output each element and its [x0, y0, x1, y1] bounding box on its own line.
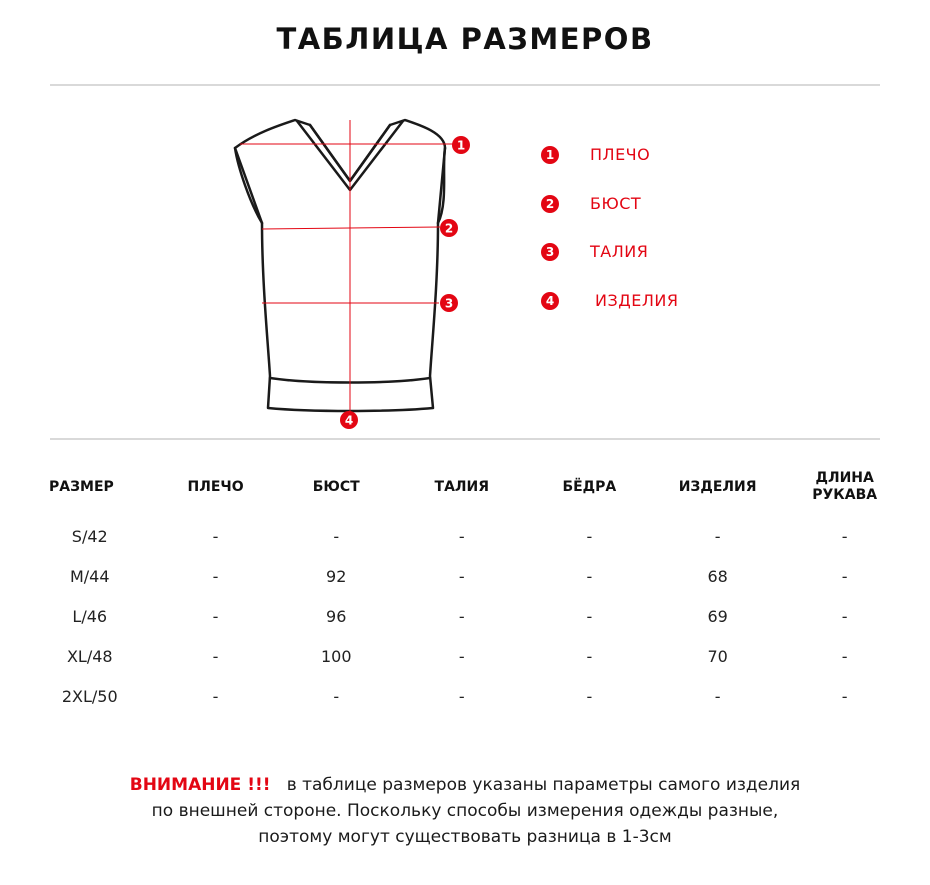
svg-text:1: 1 — [456, 138, 466, 153]
table-row — [40, 556, 890, 596]
cell: 100 — [320, 646, 352, 666]
cell: - — [714, 686, 721, 706]
vest-diagram — [220, 108, 480, 433]
cell: - — [458, 646, 465, 666]
header-shoulder: ПЛЕЧО — [187, 478, 244, 495]
header-bust: БЮСТ — [312, 478, 360, 495]
header-size: РАЗМЕР — [49, 478, 114, 495]
cell: - — [458, 606, 465, 626]
legend-item-bust — [541, 193, 741, 215]
cell: - — [586, 646, 593, 666]
vest-body — [235, 120, 445, 411]
warning-label: ВНИМАНИЕ !!! — [129, 775, 271, 795]
legend-item-shoulder — [541, 144, 741, 166]
cell: - — [586, 566, 593, 586]
notice-text: в таблице размеров указаны параметры самого изделия — [286, 775, 801, 795]
cell-size: 2XL/50 — [61, 686, 118, 706]
svg-text:3: 3 — [444, 296, 454, 311]
cell-size: L/46 — [72, 606, 108, 626]
cell: - — [586, 606, 593, 626]
marker-bust — [440, 219, 458, 237]
cell: - — [333, 526, 340, 546]
cell-size: S/42 — [71, 526, 108, 546]
marker-waist — [440, 294, 458, 312]
legend-label: БЮСТ — [590, 194, 642, 213]
measure-markers — [340, 136, 470, 429]
cell: 68 — [707, 566, 728, 586]
cell: 69 — [707, 606, 728, 626]
cell: - — [841, 526, 848, 546]
legend-number-badge: 2 — [541, 195, 559, 213]
cell: - — [714, 526, 721, 546]
header-length: ИЗДЕЛИЯ — [678, 478, 757, 495]
marker-shoulder — [452, 136, 470, 154]
vest-outline — [235, 120, 445, 411]
header-hips: БЁДРА — [562, 478, 617, 495]
header-sleeve-length: ДЛИНА РУКАВА — [812, 470, 878, 503]
cell: - — [586, 686, 593, 706]
middle-divider — [50, 438, 880, 440]
cell: - — [212, 686, 219, 706]
legend-label: ТАЛИЯ — [590, 242, 649, 261]
cell: - — [841, 686, 848, 706]
cell: 70 — [707, 646, 728, 666]
cell: - — [333, 686, 340, 706]
cell: - — [212, 646, 219, 666]
cell-size: XL/48 — [66, 646, 113, 666]
svg-text:4: 4 — [344, 413, 354, 428]
table-row — [40, 676, 890, 716]
legend-label: ИЗДЕЛИЯ — [595, 291, 679, 310]
notice-line-3: поэтому могут существовать разница в 1-3см — [258, 827, 672, 847]
table-row — [40, 516, 890, 556]
page-title: ТАБЛИЦА РАЗМЕРОВ — [276, 22, 654, 56]
cell: - — [458, 566, 465, 586]
cell: - — [841, 606, 848, 626]
cell: - — [458, 686, 465, 706]
header-waist: ТАЛИЯ — [434, 478, 490, 495]
notice-line-1 — [0, 772, 930, 798]
cell: - — [841, 646, 848, 666]
cell: - — [841, 566, 848, 586]
table-row — [40, 596, 890, 636]
table-header-row — [40, 458, 890, 516]
cell: - — [212, 526, 219, 546]
table-row — [40, 636, 890, 676]
size-notice — [0, 772, 930, 850]
size-table — [40, 458, 890, 716]
cell: 96 — [326, 606, 347, 626]
cell: - — [212, 566, 219, 586]
measure-line-bust — [262, 227, 440, 229]
notice-line-2: по внешней стороне. Поскольку способы измерения одежды разные, — [151, 801, 779, 821]
legend-number-badge: 1 — [541, 146, 559, 164]
cell: - — [586, 526, 593, 546]
top-divider — [50, 84, 880, 86]
legend-number-badge: 3 — [541, 243, 559, 261]
cell-size: M/44 — [69, 566, 110, 586]
legend-number-badge: 4 — [541, 292, 559, 310]
measure-lines — [240, 120, 456, 415]
cell: - — [212, 606, 219, 626]
legend-item-waist — [541, 241, 741, 263]
legend-item-length — [541, 290, 741, 312]
cell: - — [458, 526, 465, 546]
cell: 92 — [326, 566, 347, 586]
legend-label: ПЛЕЧО — [590, 145, 651, 164]
svg-text:2: 2 — [444, 221, 454, 236]
marker-length — [340, 411, 358, 429]
